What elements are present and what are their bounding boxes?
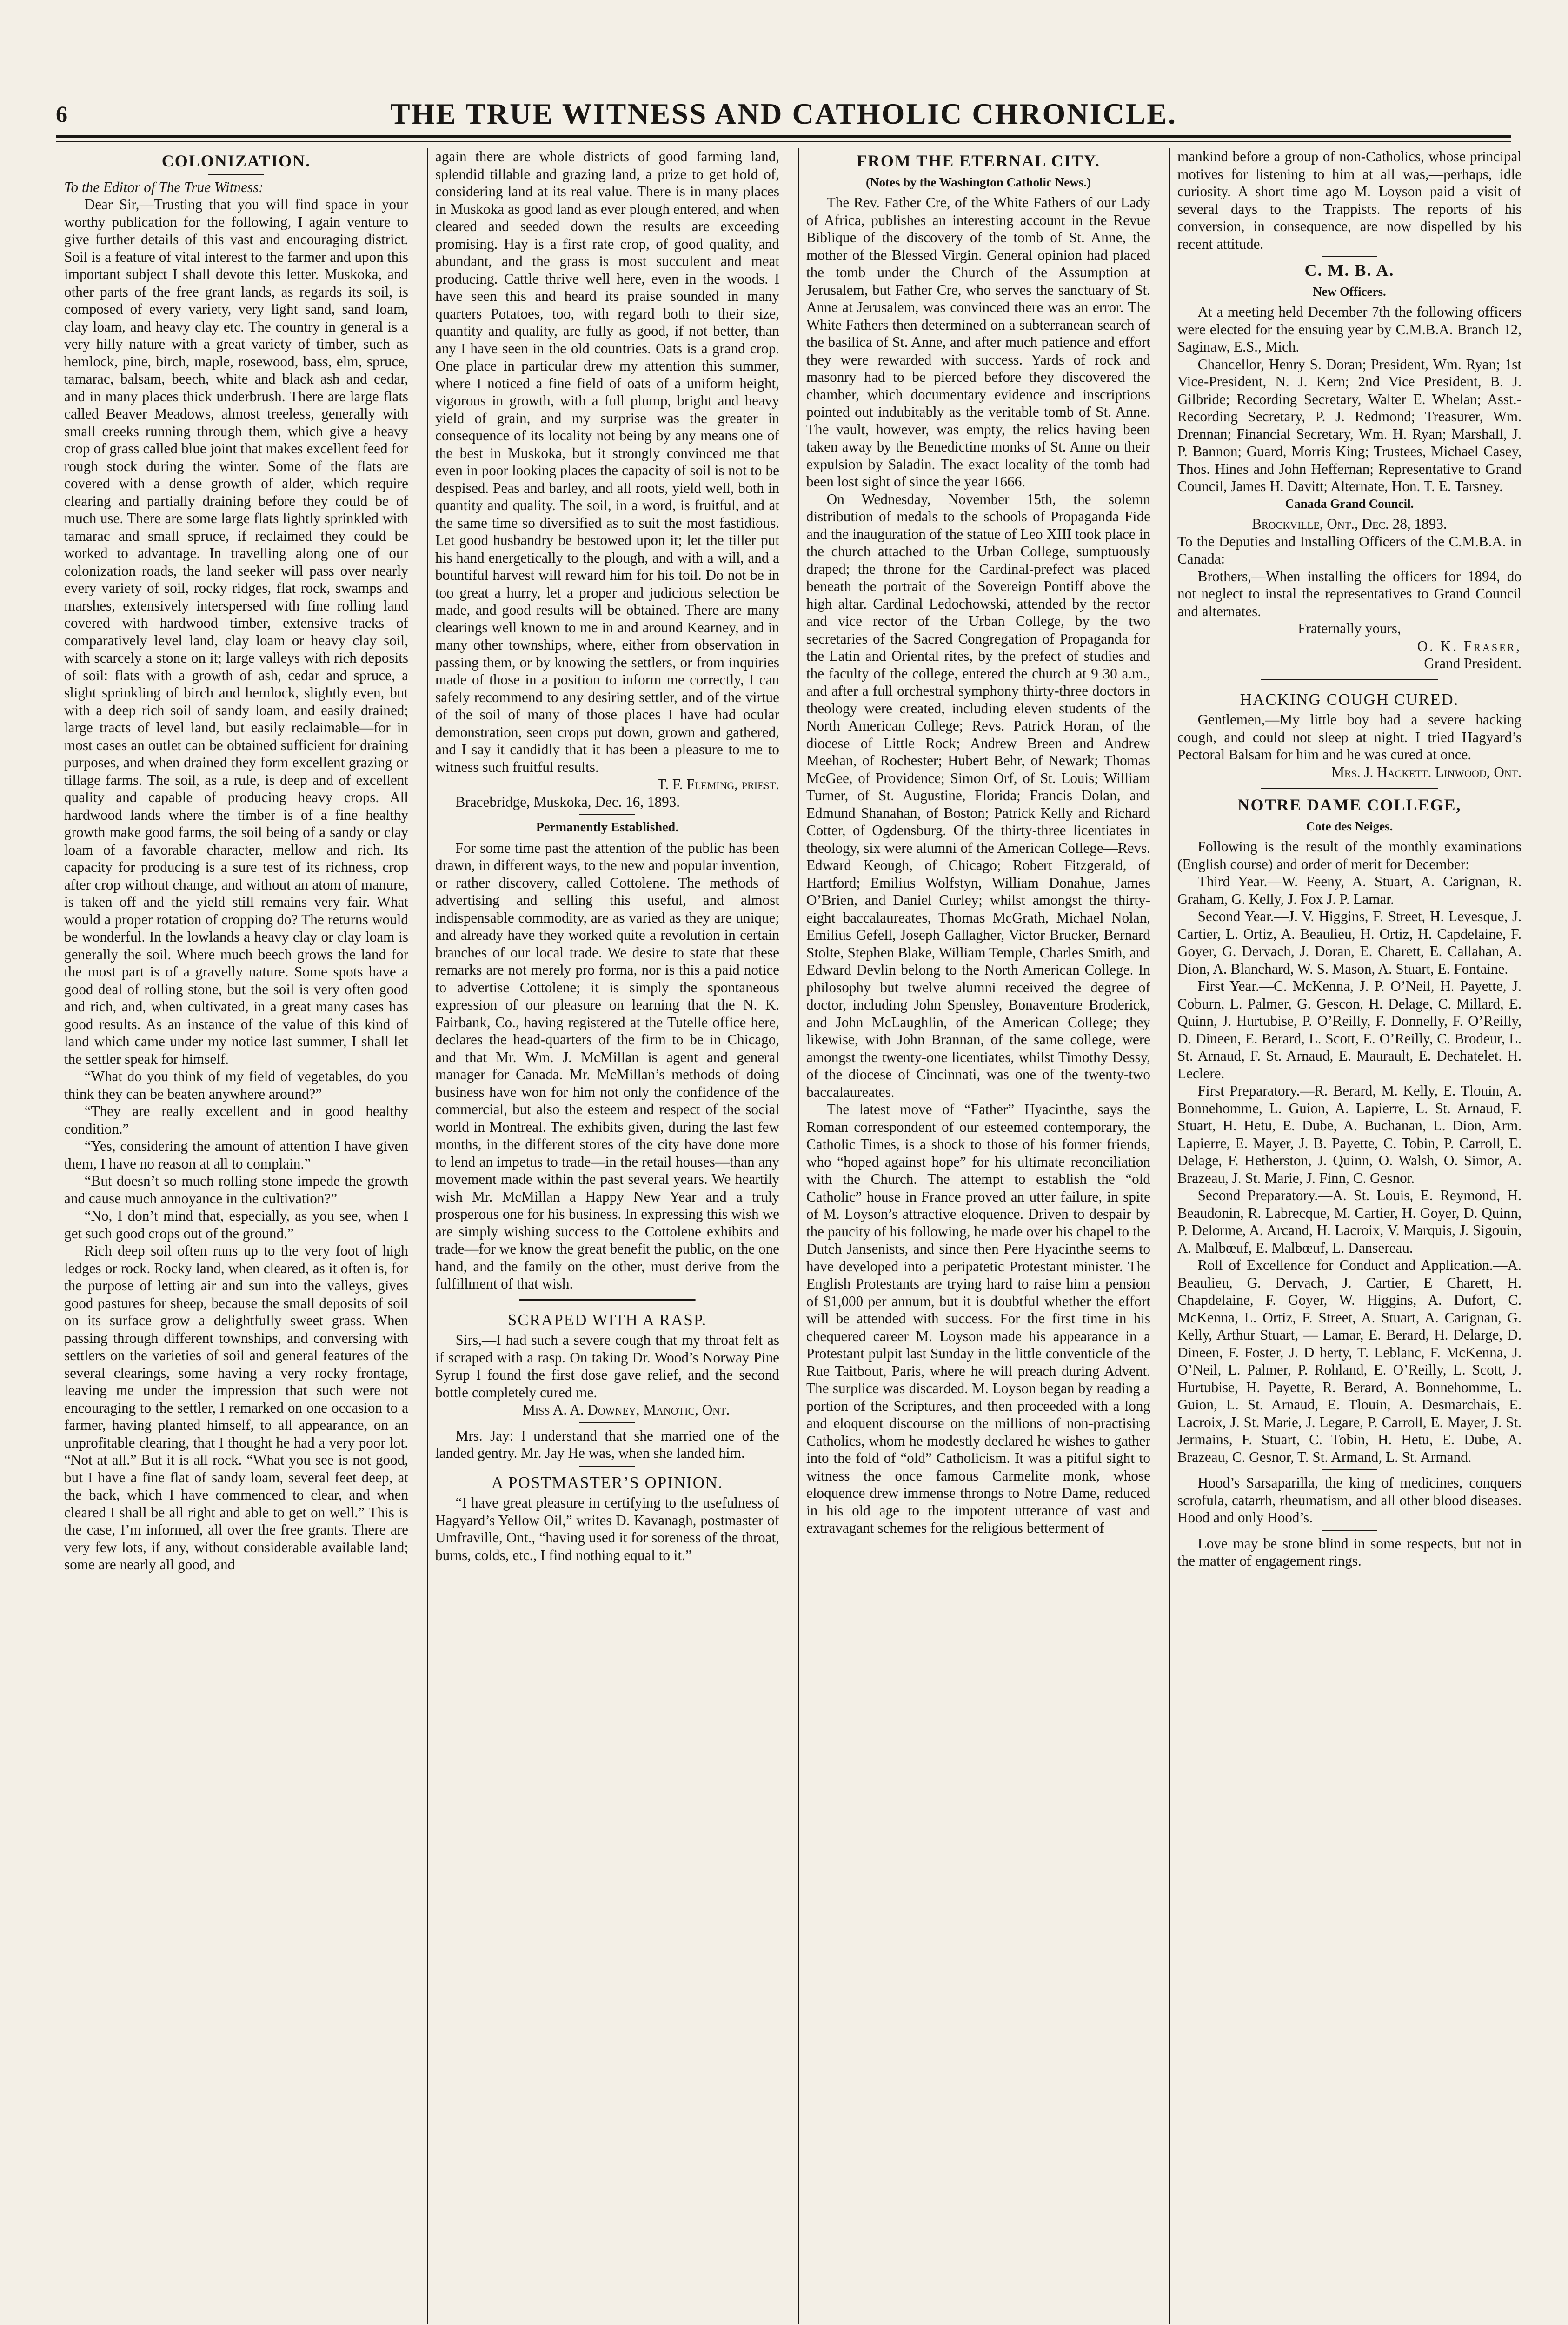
masthead-rule-thick bbox=[56, 135, 1511, 138]
notre-dame-intro: Following is the result of the monthly examinations (English course) and order of merit for December: bbox=[1177, 838, 1521, 872]
section-divider bbox=[435, 1296, 779, 1304]
masthead bbox=[56, 98, 1511, 130]
grand-council-dateline: Brockville, Ont., Dec. 28, 1893. bbox=[1252, 516, 1447, 532]
notre-dame-entry: First Preparatory.—R. Berard, M. Kelly, E. Tlouin, A. Bonnehomme, L. Guion, A. Lapierre, L. St. Arnaud, F. Stuart, H. Hetu, E. Dube, A. Buchanan, L. Dion, Arm. Lapierre, E. Mayer, J. B. Payette, C. Tobin, P. Carroll, E. Delage, F. Hetherston, J. Quinn, O. Walsh, O. Simor, A. Brazeau, J. St. Marie, J. Finn, C. Gesnor. bbox=[1177, 1083, 1521, 1186]
section-rule bbox=[579, 814, 635, 815]
permanently-heading: Permanently Established. bbox=[536, 820, 679, 835]
notre-dame-entry: Second Year.—J. V. Higgins, F. Street, H. Levesque, J. Cartier, L. Ortiz, A. Beaulieu, H. Ortiz, H. Capdelaine, F. Goyer, G. Dervach, J. Doran, E. Charett, E. Callahan, A. Dion, A. Blanchard, W. S. Mason, A. Stuart, E. Fontaine. bbox=[1177, 908, 1521, 977]
hoods-filler: Hood’s Sarsaparilla, the king of medicines, conquers scrofula, catarrh, rheumatism, and all other blood diseases. Hood and only Hood’s. bbox=[1177, 1475, 1521, 1526]
notre-dame-entry: First Year.—C. McKenna, J. P. O’Neil, H. Payette, J. Coburn, L. Palmer, G. Gescon, H. Delage, C. Millard, E. Quinn, J. Hurtubise, P. O’Reilly, F. Donnelly, F. O’Reilly, D. Dineen, E. Berard, L. Scott, E. O’Reilly, C. Brodeur, L. St. Arnaud, F. St. Arnaud, E. Maurault, E. Dechatelet. H. Leclere. bbox=[1177, 978, 1521, 1082]
notre-dame-heading: NOTRE DAME COLLEGE, bbox=[1237, 796, 1462, 814]
column-4 bbox=[1177, 148, 1521, 2324]
colonization-paragraph: “No, I don’t mind that, especially, as you see, when I get such good crops out of the ground.” bbox=[64, 1208, 408, 1242]
eternal-city-paragraph: On Wednesday, November 15th, the solemn distribution of medals to the schools of Propaganda Fide and the inauguration of the statue of Leo XIII took place in the church attached to the Urban College, sumptuously draped; the throne for the Cardinal-prefect was placed beneath the portrait of the Sovereign Pontiff above the high altar. Cardinal Ledochowski, attended by the rector and vice rector of the Urban College, by the two secretaries of the Sacred Congregation of Propaganda for the Latin and Oriental rites, by the prefect of studies and the faculty of the college, entered the church at 9 30 a.m., and after a full orchestral symphony thirty-three doctors in theology were created, including eleven students of the North American College; Revs. Patrick Horan, of the diocese of Little Rock; Andrew Breen and Andrew Meehan, of Rochester; Hubert Behr, of Newark; Thomas McGee, of Providence; Simon Orf, of St. Louis; William Turner, of St. Augustine, Florida; Francis Dolan, and Edmund Shanahan, of Boston; Patrick Kelly and Richard Cotter, of Ogdensburg. Of the thirty-three licentiates in theology, six were alumni of the American College—Revs. Edward Keough, of Chicago; Robert Fitzgerald, of Hartford; Emilius Wolfstyn, William Donahue, James O’Brien, and Daniel Curley; whilst amongst the thirty-eight baccalaureates, Thomas McGrath, Michael Nolan, Emilius Gefell, Joseph Gallagher, Victor Brucker, Bernard Stolte, Stephen Blake, William Temple, Charles Smith, and Edward Devlin belong to the North American College. In philosophy but twelve alumni received the degree of doctor, including John Spensley, Bonaventure Broderick, and John McLaughlin, of the American College; they likewise, with John Brannan, of the same college, were amongst the twenty-one licentiates, whilst Timothy Dessy, of the diocese of Cincinnati, was one of the twenty-two baccalaureates. bbox=[806, 491, 1150, 1100]
eternal-city-paragraph: The Rev. Father Cre, of the White Fathers of our Lady of Africa, publishes an interesting account in the Revue Biblique of the discovery of the tomb of St. Anne, the mother of the Blessed Virgin. General opinion had placed the tomb under the Church of the Assumption at Jerusalem, but Father Cre, who serves the sanctuary of St. Anne at Jerusalem, was convinced there was an error. The White Fathers then determined on a subterranean search of the basilica of St. Anne, and after much patience and effort they were rewarded with success. Yards of rock and masonry had to be pierced before they discovered the chamber, which documentary evidence and inscriptions pointed out indubitably as the veritable tomb of St. Anne. The vault, however, was empty, the relics having been taken away by the Benedictine monks of St. Anne on their expulsion by Saladin. The exact locality of the tomb had been lost sight of since the year 1666. bbox=[806, 194, 1150, 490]
colonization-dateline: Bracebridge, Muskoka, Dec. 16, 1893. bbox=[455, 793, 680, 810]
section-divider bbox=[1177, 676, 1521, 684]
column-divider bbox=[1169, 148, 1170, 2324]
section-rule bbox=[579, 1466, 635, 1467]
colonization-paragraph: Rich deep soil often runs up to the very foot of high ledges or rock. Rocky land, when cleared, as it often is, for the purpose of letting air and sun into the valleys, gives good pastures for sheep, because the small deposits of soil on its surface grow a delightfully sweet grass. When passing through different townships, and conversing with settlers on the varieties of soil and general features of the several clearings, some having a very rocky frontage, leaving me under the impression that such were not encouraging to the settler, I remarked on one occasion to a farmer, having planted himself, to all appearance, on an unprofitable clearing, that I thought he had a very poor lot. “Not at all.” But it is all rock. “What you see is not good, but I have a fine flat of sandy loam, several feet deep, at the back, which I have commenced to clear, and when cleared I shall be all right and able to get on well.” This is the case, I’m informed, all over the free grants. There are very few lots, if any, without considerable available land; some are nearly all good, and bbox=[64, 1242, 408, 1573]
scraped-body: Sirs,—I had such a severe cough that my throat felt as if scraped with a rasp. On taking Dr. Wood’s Norway Pine Syrup I found the first dose gave relief, and the second bottle completely cured me. bbox=[435, 1332, 779, 1401]
section-rule bbox=[1322, 1530, 1377, 1531]
colonization-heading: COLONIZATION. bbox=[161, 152, 311, 170]
eternal-city-subheading: (Notes by the Washington Catholic News.) bbox=[865, 175, 1091, 189]
colonization-paragraph: “But doesn’t so much rolling stone impede the growth and cause much annoyance in the cultivation?” bbox=[64, 1173, 408, 1207]
cmba-body: At a meeting held December 7th the following officers were elected for the ensuing year by C.M.B.A. Branch 12, Saginaw, E.S., Mich. bbox=[1177, 304, 1521, 355]
column-divider bbox=[427, 148, 428, 2324]
section-divider bbox=[1177, 784, 1521, 792]
notre-dame-subheading: Cote des Neiges. bbox=[1306, 819, 1393, 833]
love-filler: Love may be stone blind in some respects, but not in the matter of engagement rings. bbox=[1177, 1535, 1521, 1569]
heading-rule bbox=[208, 174, 264, 175]
cmba-officers: Chancellor, Henry S. Doran; President, Wm. Ryan; 1st Vice-President, N. J. Kern; 2nd Vice President, B. J. Gilbride; Recording Secretary, Walter E. Whelan; Asst.-Recording Secretary, P. J. Redmond; Treasurer, Wm. Drennan; Financial Secretary, Wm. H. Ryan; Marshall, J. P. Bannon; Guard, Morris King; Trustees, Michael Casey, Thos. Hines and John Heffernan; Representative to Grand Council, James H. Davitt; Alternate, Hon. T. E. Tarsney. bbox=[1177, 356, 1521, 494]
section-rule bbox=[579, 1422, 635, 1423]
masthead-rule-thin bbox=[56, 141, 1511, 142]
colonization-paragraph: “They are really excellent and in good healthy condition.” bbox=[64, 1103, 408, 1137]
jay-joke: Mrs. Jay: I understand that she married one of the landed gentry. Mr. Jay He was, when she landed him. bbox=[435, 1427, 779, 1461]
grand-council-address: To the Deputies and Installing Officers of the C.M.B.A. in Canada: bbox=[1177, 533, 1521, 567]
section-rule bbox=[1322, 1469, 1377, 1470]
grand-council-closing: Fraternally yours, bbox=[1298, 620, 1401, 637]
eternal-city-heading: FROM THE ETERNAL CITY. bbox=[856, 152, 1101, 170]
page-number: 6 bbox=[56, 101, 67, 127]
newspaper-title: THE TRUE WITNESS AND CATHOLIC CHRONICLE. bbox=[390, 97, 1177, 130]
scraped-heading: SCRAPED WITH A RASP. bbox=[507, 1310, 707, 1329]
column-divider bbox=[798, 148, 799, 2324]
notre-dame-entry: Third Year.—W. Feeny, A. Stuart, A. Carignan, R. Graham, G. Kelly, J. Fox J. P. Lamar. bbox=[1177, 873, 1521, 907]
hacking-signature: Mrs. J. Hackett. Linwood, Ont. bbox=[1331, 764, 1521, 780]
column-2 bbox=[435, 148, 779, 2324]
eternal-city-paragraph: The latest move of “Father” Hyacinthe, says the Roman correspondent of our esteemed contemporary, the Catholic Times, is a shock to those of his former friends, who “hoped against hope” for his ultimate reconciliation with the Church. The attempt to establish the “old Catholic” house in France proved an utter failure, in spite of M. Loyson’s attractive eloquence. Driven to despair by the paucity of his following, he made over his chapel to the Dutch Jansenists, and since then Pere Hyacinthe seems to have developed into a peripatetic Protestant minister. The English Protestants are trying hard to raise him a pension of $1,000 per annum, but it is doubtful whether the effort will be attended with success. For the first time in his chequered career M. Loyson made his appearance in a Protestant pulpit last Sunday in the little conventicle of the Rue Taitbout, Paris, where he will preach during Advent. The surplice was discarded. M. Loyson began by reading a portion of the Scriptures, and then proceeded with a long and eloquent discourse on the millions of non-practising Catholics, whom he modestly declared he wishes to gather into the fold of “old” Catholicism. It was a pitiful sight to witness the once famous Carmelite monk, whose eloquence drew immense throngs to Notre Dame, reduced in his old age to the impotent utterance of vast and extravagant schemes for the religious betterment of bbox=[806, 1101, 1150, 1536]
postmaster-heading: A POSTMASTER’S OPINION. bbox=[491, 1473, 724, 1492]
column-3 bbox=[806, 148, 1150, 2324]
colonization-salutation: To the Editor of The True Witness: bbox=[64, 179, 264, 195]
grand-council-signature: O. K. Fraser, bbox=[1417, 638, 1521, 654]
hacking-body: Gentlemen,—My little boy had a severe hacking cough, and could not sleep at night. I tried Hagyard’s Pectoral Balsam for him and he was cured at once. bbox=[1177, 711, 1521, 763]
colonization-signature: T. F. Fleming, priest. bbox=[657, 776, 779, 792]
cmba-subheading: New Officers. bbox=[1313, 284, 1386, 299]
colonization-continued: again there are whole districts of good farming land, splendid tillable and grazing land, a prize to get hold of, considering land at its real value. There is in many places in Muskoka as good land as ever plough entered, and when cleared and seeded down the results are exceeding promising. Hay is a first rate crop, of good quality, and abundant, and the grass is most succulent and meat producing. Cattle thrive well here, even in the woods. I have seen this and heard its praise sounded in many quarters Potatoes, too, with regard both to their size, quantity and quality, are fully as good, if not better, than any I have seen in the old countries. Oats is a grand crop. One place in particular drew my attention this summer, where I noticed a fine field of oats of a uniform height, vigorous in growth, with a full plump, bright and heavy yield of grain, and my surprise was the greater in consequence of its locality not being by any means one of the best in Muskoka, but it strongly convinced me that even in poor looking places the capacity of soil is not to be despised. Peas and barley, and all roots, yield well, both in quantity and quality. The soil, in a word, is fruitful, and at the same time so diversified as to suit the most fastidious. Let good husbandry be bestowed upon it; let the tiller put his hand energetically to the plough, and with a will, and a bountiful harvest will reward him for his toil. Do not be in too great a hurry, let a proper and judicious selection be made, and good results will be obtained. There are many clearings well known to me in and around Kearney, and in many other townships, where, either from observation in passing them, or by knowing the settlers, or from inquiries made of those in a position to inform me correctly, I can safely recommend to any desiring settler, and of the virtue of the soil of many of those places I have had ocular demonstration, seen crops put down, grown and gathered, and I say it candidly that it has been a pleasure to me to witness such fruitful results. bbox=[435, 148, 779, 775]
grand-council-heading: Canada Grand Council. bbox=[1285, 496, 1414, 511]
colonization-paragraph: “What do you think of my field of vegetables, do you think they can be beaten anywhere around?” bbox=[64, 1068, 408, 1102]
colonization-paragraph: Dear Sir,—Trusting that you will find space in your worthy publication for the following, I again venture to give further details of this vast and encouraging district. Soil is a feature of vital interest to the farmer and upon this important subject I shall devote this letter. Muskoka, and other parts of the free grant lands, as regards its soil, is composed of every variety, very light sand, sand loam, clay loam, and heavy clay etc. The country in general is a very hilly nature with a great variety of timber, such as hemlock, pine, birch, maple, rosewood, bass, elm, spruce, tamarac, balsam, beech, white and black ash and cedar, and in many places thick underbrush. There are large flats called Beaver Meadows, almost treeless, generally with small creeks running through them, which give a heavy crop of grass called blue joint that makes excellent feed for rough stock during the winter. Some of the flats are covered with a dense growth of alder, which require clearing and partially draining before they could be of much use. There are some large flats lightly sprinkled with tamarac and small spruce, if reclaimed they could be worked to advantage. In travelling along one of our colonization roads, the land seeker will pass over nearly every variety of soil, rocky ridges, flat rock, swamps and marshes, extensively interspersed with fine rolling land covered with hardwood timber, extensive tracks of comparatively level land, clay loam or heavy clay soil, with scarcely a stone on it; large valleys with rich deposits of soil: flats with a growth of ash, cedar and spruce, a slight sprinkling of birch and hemlock, slightly even, but with a deep rich soil of sandy loam, and easily drained; large tracts of level land, but easily reclaimable—for in most cases an outlet can be obtained sufficient for draining purposes, and when drained they form excellent grazing or tillage farms. The soil, as a rule, is deep and of excellent quality and capable of producing heavy crops. All hardwood lands where the timber is of a fine healthy growth make good farms, the soil being of a sandy or clay loam of a favorable character, mellow and rich. Its capacity for producing is a sure test of its richness, crop after crop without change, and without an atom of manure, is taken off and the yield still remains very fair. What would a proper rotation of cropping do? The returns would be wonderful. In the lowlands a heavy clay or clay loam is generally the soil. Where much beech grows the land for the most part is of a gravelly nature. Some spots have a good deal of rolling stone, but the soil is very often good and rich, and, when cultivated, in a great many cases has good results. As an instance of the value of this kind of land which came under my notice last summer, I shall let the settler speak for himself. bbox=[64, 196, 408, 1067]
section-rule bbox=[1322, 256, 1377, 257]
grand-council-signature-title: Grand President. bbox=[1424, 655, 1521, 671]
cmba-heading: C. M. B. A. bbox=[1304, 261, 1395, 279]
colonization-paragraph: “Yes, considering the amount of attention I have given them, I have no reason at all to complain.” bbox=[64, 1138, 408, 1172]
notre-dame-entry: Roll of Excellence for Conduct and Application.—A. Beaulieu, G. Dervach, J. Cartier, E Charett, H. Chapdelaine, F. Goyer, W. Higgins, A. Dufort, C. McKenna, L. Ortiz, F. Street, A. Stuart, A. Carignan, G. Kelly, Arthur Stuart, — Lamar, E. Berard, H. Delarge, D. Dineen, F. Foster, J. D herty, T. Leblanc, F. McKenna, J. O’Neil, L. Palmer, P. Rohland, E. O’Reilly, L. Scott, J. Hurtubise, H. Payette, R. Berard, A. Bonnehomme, L. Guion, L. St. Arnaud, E. Tlouin, A. Desmarchais, E. Lacroix, J. St. Marie, J. Legare, P. Carroll, E. Mayer, J. St. Jermains, F. Stuart, C. Tobin, H. Hetu, E. Dube, A. Brazeau, C. Gesnor, T. St. Armand, L. St. Armand. bbox=[1177, 1257, 1521, 1465]
grand-council-body: Brothers,—When installing the officers for 1894, do not neglect to instal the representatives to Grand Council and alternates. bbox=[1177, 568, 1521, 619]
postmaster-body: “I have great pleasure in certifying to the usefulness of Hagyard’s Yellow Oil,” writes D. Kavanagh, postmaster of Umfraville, Ont., “having used it for soreness of the throat, burns, colds, etc., I find nothing equal to it.” bbox=[435, 1495, 779, 1563]
permanently-body: For some time past the attention of the public has been drawn, in different ways, to the new and popular invention, or rather discovery, called Cottolene. The methods of advertising and selling this useful, and almost indispensable commodity, are as varied as they are unique; and already have they worked quite a revolution in certain branches of our local trade. We desire to state that these remarks are not merely pro forma, nor is this a paid notice to advertise Cottolene; it is simply the spontaneous expression of our pleasure on learning that the N. K. Fairbank, Co., having registered at the Tutelle office here, declares the head-quarters of the firm to be in Chicago, and that Mr. Wm. J. McMillan is agent and general manager for Canada. Mr. McMillan’s methods of doing business have won for him not only the confidence of the commercial, but also the esteem and respect of the social world in Montreal. The exhibits given, during the last few months, in the different stores of the city have done more to lend an impetus to trade—in the retail houses—than any movement made within the past several years. We heartily wish Mr. McMillan a Happy New Year and a truly prosperous one for his business. In expressing this wish we are simply wishing success to the Cottolene exhibits and trade—for we know the great benefit the public, on the one hand, and the family on the other, must derive from the fulfillment of that wish. bbox=[435, 839, 779, 1292]
hacking-heading: HACKING COUGH CURED. bbox=[1240, 690, 1459, 709]
column-1 bbox=[64, 148, 408, 2324]
notre-dame-entry: Second Preparatory.—A. St. Louis, E. Reymond, H. Beaudonin, R. Labrecque, M. Cartier, H. Goyer, D. Quinn, P. Delorme, A. Arcand, H. Lacroix, V. Marquis, J. Sigouin, A. Malbœuf, E. Malbœuf, L. Dansereau. bbox=[1177, 1187, 1521, 1256]
eternal-city-continued: mankind before a group of non-Catholics, whose principal motives for listening to him at all was,—perhaps, idle curiosity. A short time ago M. Loyson paid a visit of several days to the Trappists. The reports of his conversion, in consequence, are now dispelled by his recent attitude. bbox=[1177, 148, 1521, 252]
scraped-signature: Miss A. A. Downey, Manotic, Ont. bbox=[522, 1402, 730, 1418]
